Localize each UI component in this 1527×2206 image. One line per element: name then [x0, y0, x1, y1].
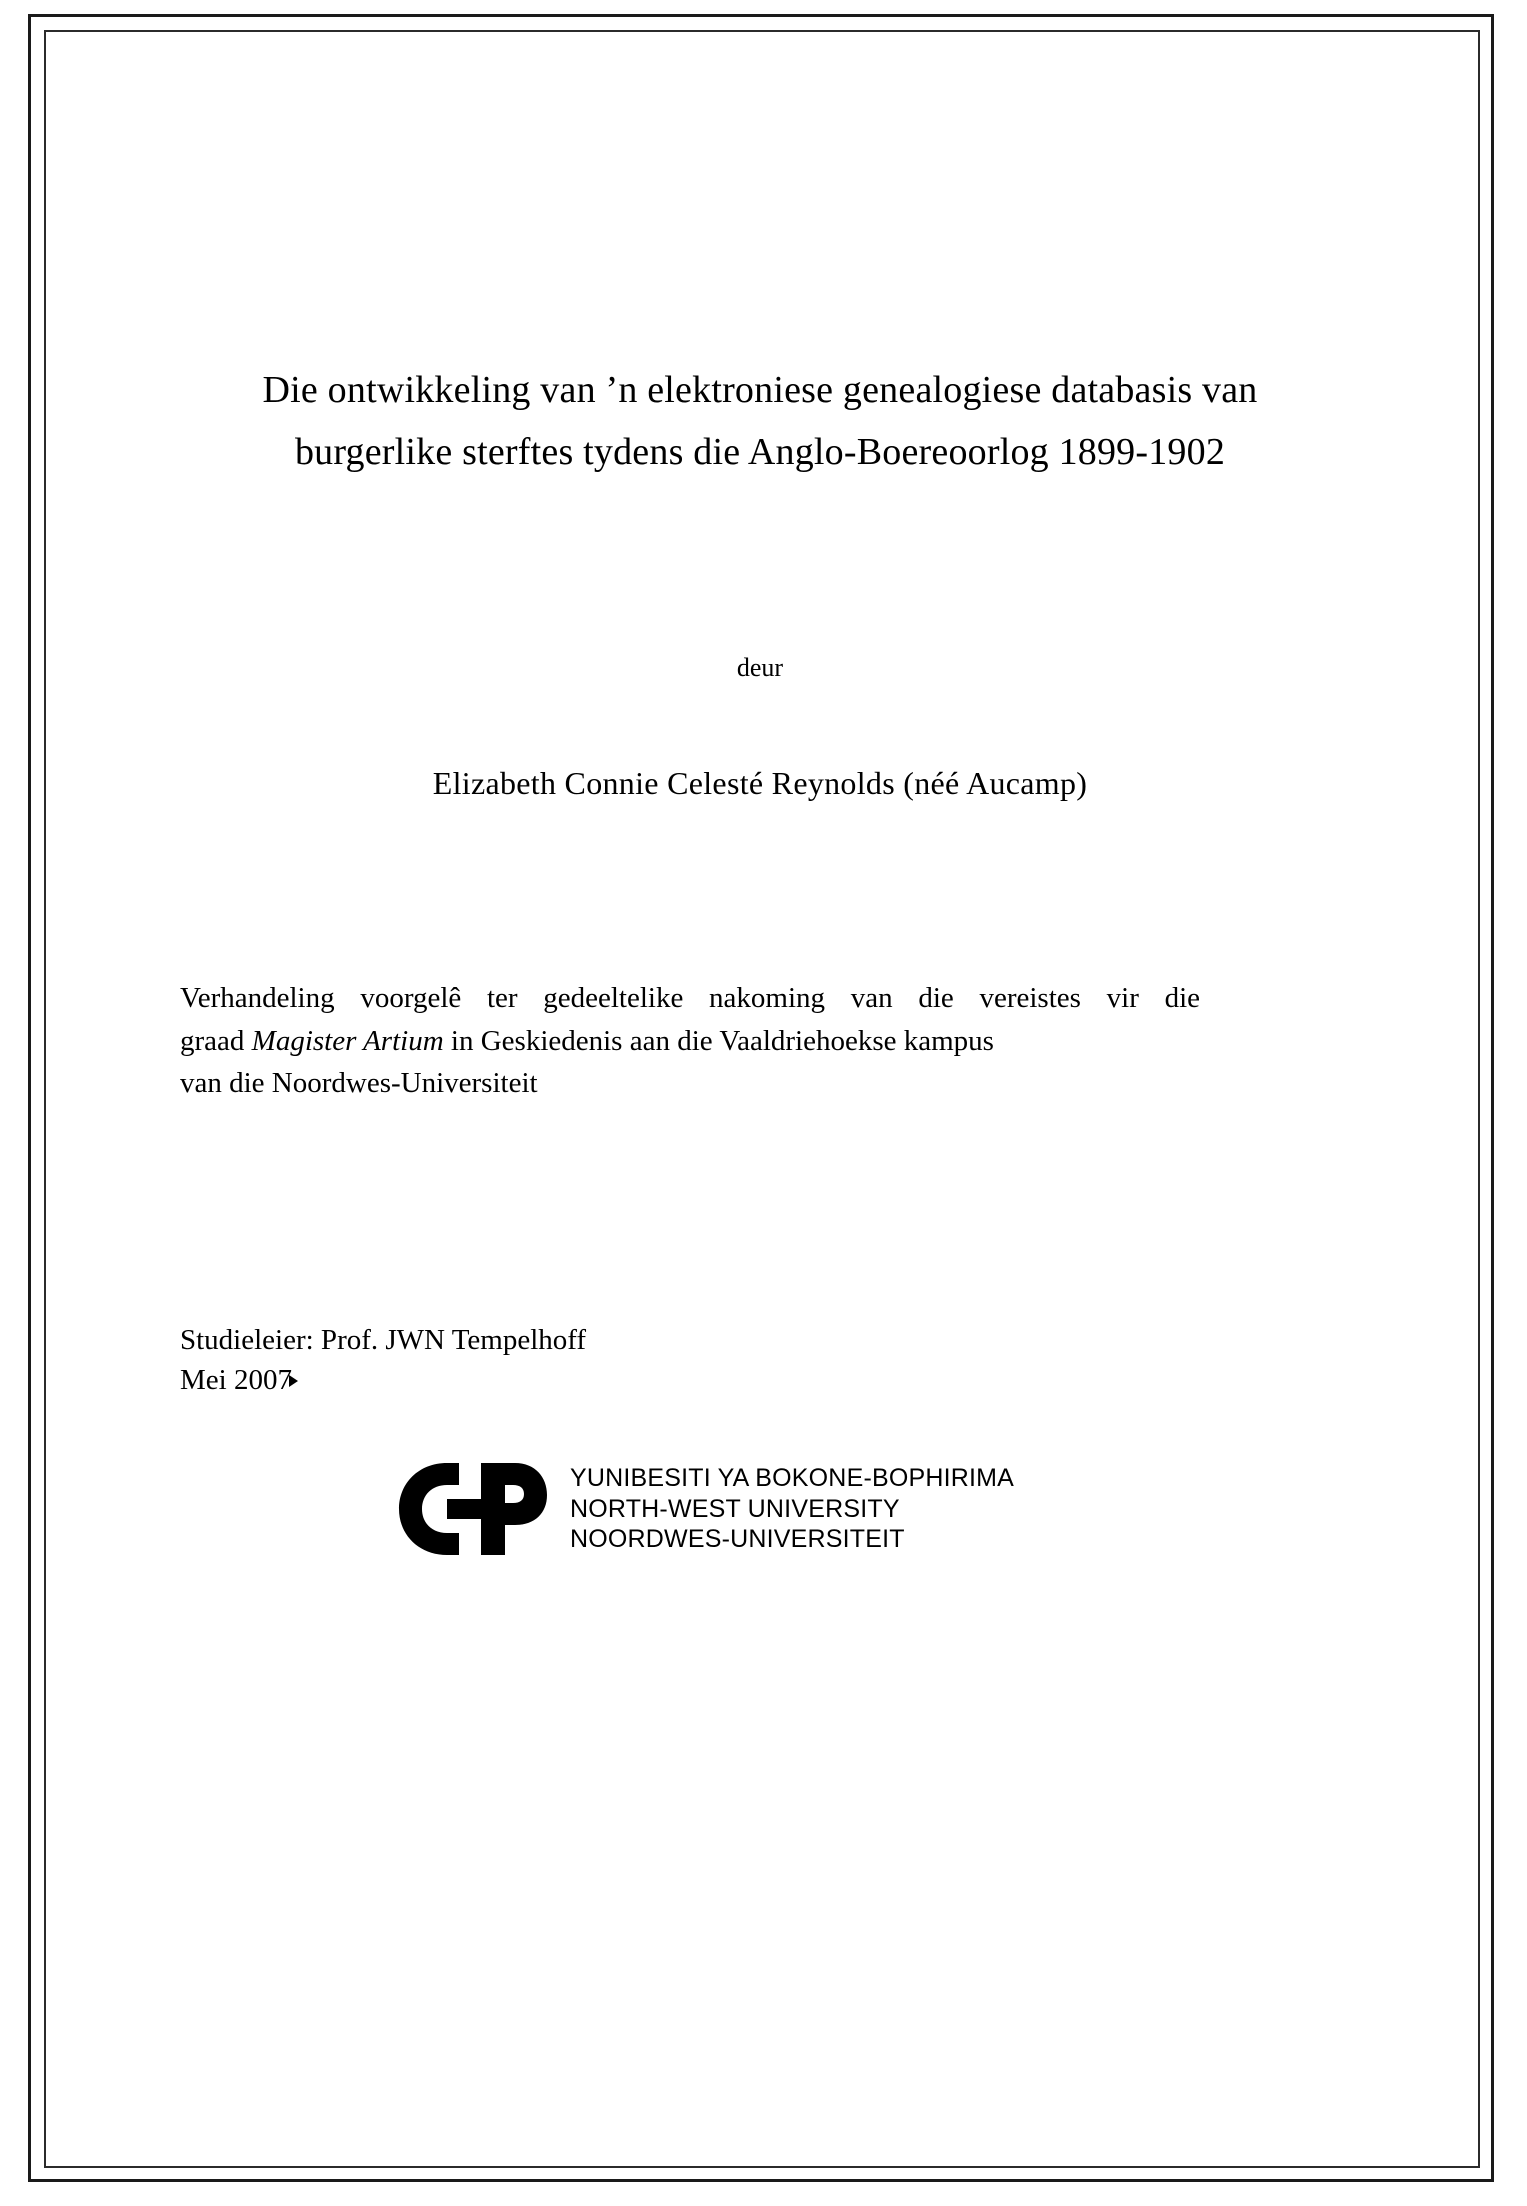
logo-line-afrikaans: NOORDWES-UNIVERSITEIT — [570, 1525, 905, 1554]
title-line-2: burgerlike sterftes tydens die Anglo-Boereoorlog 1899-1902 — [294, 430, 1226, 473]
author-label: deur — [736, 653, 784, 683]
logo-line-english: NORTH-WEST UNIVERSITY — [570, 1494, 900, 1523]
page-title — [180, 360, 1340, 483]
university-logo — [385, 1455, 1340, 1563]
supervisor-line: Studieleier: Prof. JWN Tempelhoff — [180, 1323, 587, 1356]
nwu-logo-mark — [385, 1455, 560, 1563]
degree-statement-line-2-prefix: graad — [180, 1024, 252, 1057]
date-text: Mei 2007 — [180, 1363, 292, 1396]
university-logo-text — [570, 1463, 1014, 1555]
logo-line-tswana: YUNIBESITI YA BOKONE-BOPHIRIMA — [570, 1464, 1015, 1493]
degree-statement-line-3: van die Noordwes-Universiteit — [180, 1067, 538, 1100]
supervisor-block — [180, 1320, 1340, 1400]
date-line — [180, 1360, 1340, 1400]
title-line-1: Die ontwikkeling van ’n elektroniese genealogiese databasis van — [262, 369, 1258, 411]
degree-name-italic: Magister Artium — [251, 1024, 444, 1057]
degree-statement-line-2 — [180, 1020, 1200, 1063]
title-page-content — [180, 60, 1340, 2120]
author-name: Elizabeth Connie Celesté Reynolds (néé Aucamp) — [432, 765, 1088, 802]
scan-artifact-mark — [289, 1375, 298, 1387]
degree-statement — [180, 977, 1200, 1105]
degree-statement-line-1: Verhandeling voorgelê ter gedeeltelike nakoming van die vereistes vir die — [180, 982, 1200, 1015]
degree-statement-line-2-suffix: in Geskiedenis aan die Vaaldriehoekse kampus — [443, 1024, 994, 1057]
